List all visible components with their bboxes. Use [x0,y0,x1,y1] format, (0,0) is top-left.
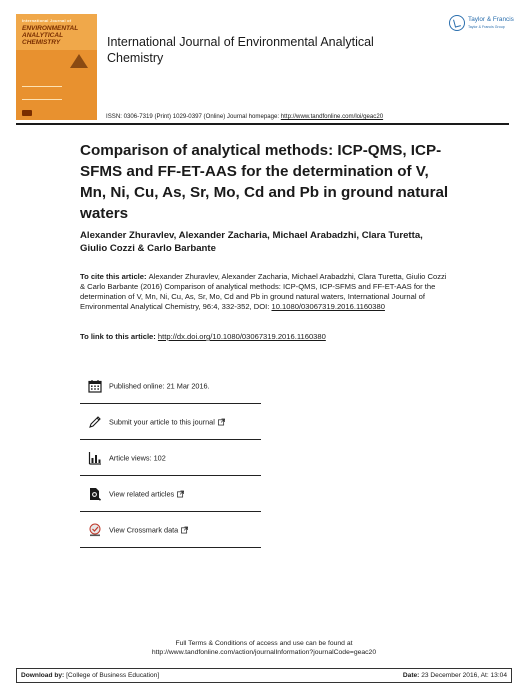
download-info-bar [16,668,512,683]
article-title: Comparison of analytical methods: ICP-QMS, ICP-SFMS and FF-ET-AAS for the determination of V, Mn, Ni, Cu, As, Sr, Mo, Cd and Pb in ground natural waters [80,142,449,222]
article-link-line [80,332,450,342]
download-date-value: 23 December 2016, At: 13:04 [419,672,507,679]
citation-doi-link[interactable]: 10.1080/03067319.2016.1160380 [271,302,385,311]
cover-publisher-mark-icon [22,110,32,116]
crossmark-link[interactable] [109,525,188,534]
article-views-text: Article views: 102 [109,453,166,462]
download-by [21,672,159,679]
cover-title-text: ENVIRONMENTAL ANALYTICAL CHEMISTRY [22,25,79,46]
issn-text: ISSN: 0306-7319 (Print) 1029-0397 (Online) Journal homepage: [106,113,281,120]
submit-article-link[interactable] [109,417,225,426]
publisher-logo-icon [449,15,465,31]
cover-lines [22,86,62,100]
cover-emblem-icon [70,54,88,68]
external-link-icon [181,526,188,533]
download-by-label: Download by: [21,672,65,679]
submit-article-label[interactable]: Submit your article to this journal [109,417,215,426]
crossmark-item[interactable] [80,512,261,548]
journal-homepage-link[interactable]: http://www.tandfonline.com/loi/geac20 [280,113,384,120]
article-views-item [80,440,261,476]
header-divider [16,123,509,125]
download-date [403,672,507,679]
submit-article-item[interactable] [80,404,261,440]
external-link-icon [177,490,184,497]
published-online-text: Published online: 21 Mar 2016. [109,381,210,390]
full-terms-link[interactable]: http://www.tandfonline.com/action/journalInformation?journalCode=geac20 [151,649,377,656]
full-terms-text: Full Terms & Conditions of access and use can be found at [175,640,353,647]
citation-text: Alexander Zhuravlev, Alexander Zacharia, Michael Arabadzhi, Clara Turetta, Giulio Cozzi & Carlo Barbante (2016) Comparison of analytical methods: ICP-QMS, ICP-SFMS and FF-ET-AAS for the determination of V, Mn, Ni, Cu, As, Sr, Mo, Cd and Pb in ground natural waters, International Journal of Environmental Analytical Chemistry, 96:4, 332-352, DOI: [80,272,447,311]
download-by-value: [College of Business Education] [64,672,160,679]
calendar-icon [88,379,102,393]
search-document-icon [88,487,102,501]
journal-cover-image [16,14,97,120]
article-authors: Alexander Zhuravlev, Alexander Zacharia, Michael Arabadzhi, Clara Turetta, Giulio Cozzi & Carlo Barbante [80,230,423,254]
published-online-item [80,368,261,404]
article-link-label: To link to this article: [80,332,158,341]
related-articles-link[interactable] [109,489,184,498]
crossmark-label[interactable]: View Crossmark data [109,525,179,534]
article-actions-list [80,368,261,548]
publisher-subname: Taylor & Francis Group [468,25,505,29]
crossmark-icon [88,523,102,537]
citation-label: To cite this article: [80,272,149,281]
publisher-logo[interactable] [449,14,519,34]
related-articles-label[interactable]: View related articles [109,489,175,498]
issn-line [106,113,383,120]
related-articles-item[interactable] [80,476,261,512]
external-link-icon [218,418,225,425]
journal-title: International Journal of Environmental Analytical Chemistry [107,35,374,65]
full-terms-notice [0,639,528,657]
publisher-name: Taylor & Francis [468,16,514,23]
cover-small-text: International Journal of [22,18,72,23]
pencil-icon [88,415,102,429]
download-date-label: Date: [402,672,420,679]
article-doi-link[interactable]: http://dx.doi.org/10.1080/03067319.2016.1160380 [157,332,326,341]
bar-chart-icon [88,451,102,465]
citation-block [80,272,450,312]
